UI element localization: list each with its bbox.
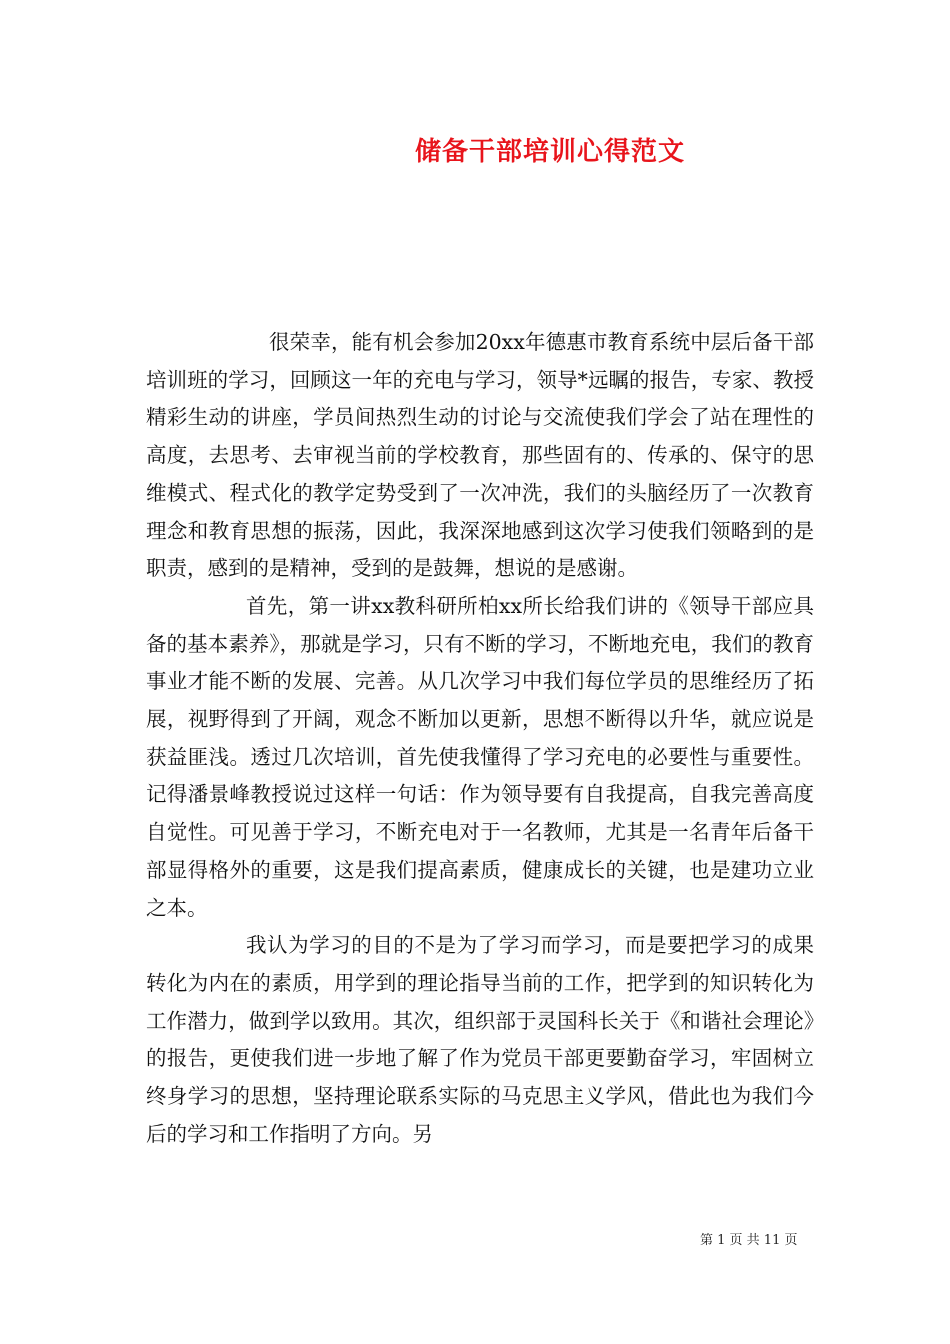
document-body	[146, 324, 814, 1153]
document-title: 储备干部培训心得范文	[414, 137, 685, 167]
page-number-footer: 第 1 页 共 11 页	[700, 1233, 798, 1248]
paragraph-2: 首先，第一讲xx教科研所柏xx所长给我们讲的《领导干部应具备的基本素养》，那就是学习，只有不断的学习，不断地充电，我们的教育事业才能不断的发展、完善。从几次学习中我们每位学员的思维经历了拓展，视野得到了开阔，观念不断加以更新，思想不断得以升华，就应说是获益匪浅。透过几次培训，首先使我懂得了学习充电的必要性与重要性。记得潘景峰教授说过这样一句话：作为领导要有自我提高，自我完善高度自觉性。可见善于学习，不断充电对于一名教师，尤其是一名青年后备干部显得格外的重要，这是我们提高素质，健康成长的关键，也是建功立业之本。	[146, 593, 814, 920]
paragraph-1: 很荣幸，能有机会参加20xx年德惠市教育系统中层后备干部培训班的学习，回顾这一年的充电与学习，领导*远瞩的报告，专家、教授精彩生动的讲座，学员间热烈生动的讨论与交流使我们学会了站在理性的高度，去思考、去审视当前的学校教育，那些固有的、传承的、保守的思维模式、程式化的教学定势受到了一次冲洗，我们的头脑经历了一次教育理念和教育思想的振荡，因此，我深深地感到这次学习使我们领略到的是职责，感到的是精神，受到的是鼓舞，想说的是感谢。	[146, 330, 814, 581]
paragraph-3: 我认为学习的目的不是为了学习而学习，而是要把学习的成果转化为内在的素质，用学到的理论指导当前的工作，把学到的知识转化为工作潜力，做到学以致用。其次，组织部于灵国科长关于《和谐社会理论》的报告，更使我们进一步地了解了作为党员干部更要勤奋学习，牢固树立终身学习的思想，坚持理论联系实际的马克思主义学风，借此也为我们今后的学习和工作指明了方向。另	[146, 933, 814, 1146]
